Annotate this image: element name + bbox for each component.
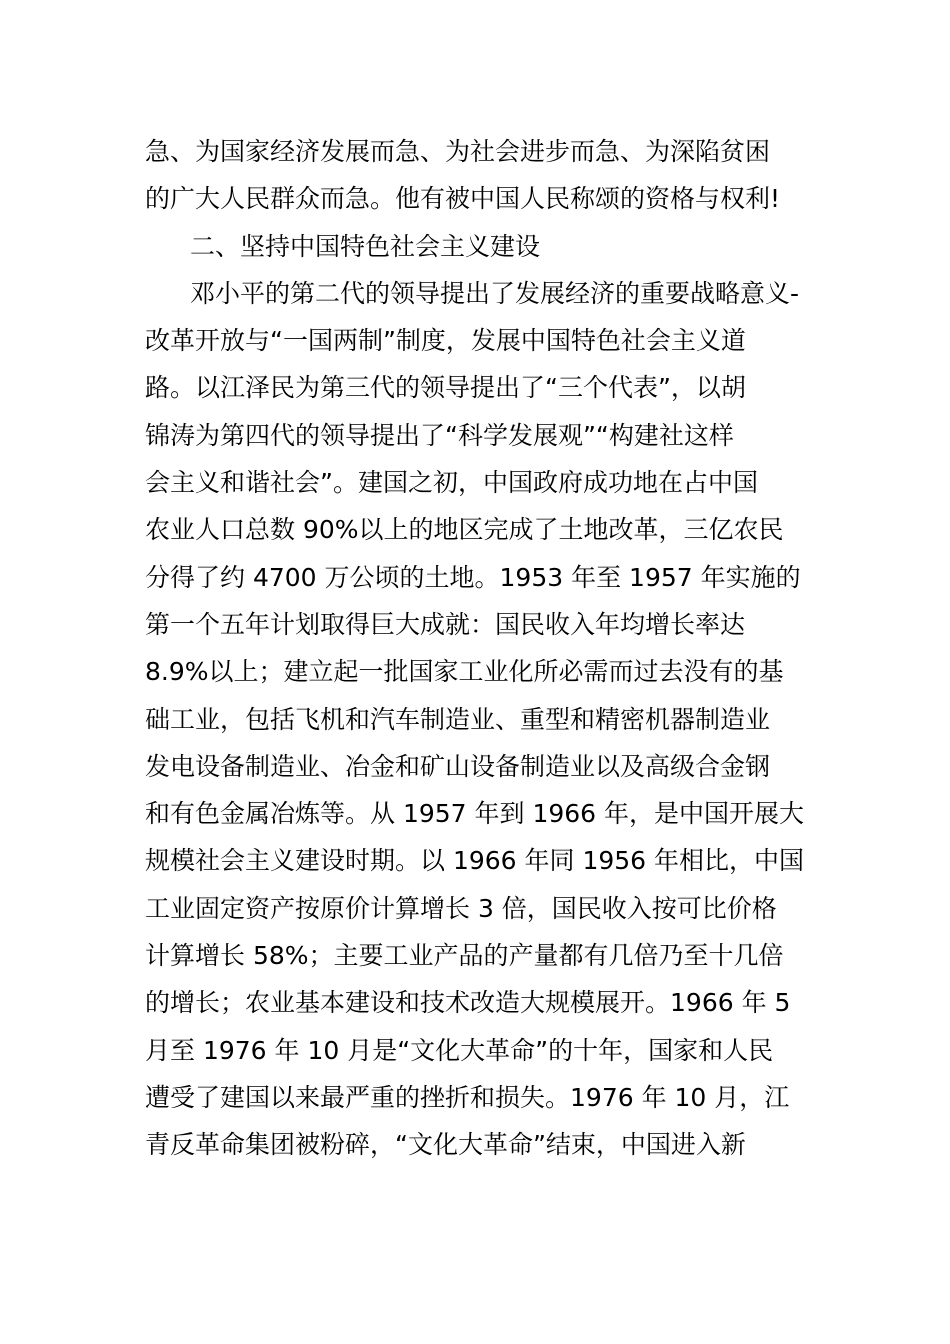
body-text	[145, 128, 810, 1169]
text-line: 的增长；农业基本建设和技术改造大规模展开。1966 年 5	[145, 988, 791, 1018]
text-line: 工业固定资产按原价计算增长 3 倍，国民收入按可比价格	[145, 893, 777, 923]
paragraph-first-line: 邓小平的第二代的领导提出了发展经济的重要战略意义-	[190, 278, 800, 308]
text-line: 路。以江泽民为第三代的领导提出了“三个代表”，以胡	[145, 373, 746, 403]
text-line: 农业人口总数 90%以上的地区完成了土地改革，三亿农民	[145, 515, 784, 545]
text-line: 青反革命集团被粉碎，“文化大革命”结束，中国进入新	[145, 1130, 746, 1160]
text-line: 分得了约 4700 万公顷的土地。1953 年至 1957 年实施的	[145, 562, 801, 592]
text-line: 会主义和谐社会”。建国之初，中国政府成功地在占中国	[145, 468, 758, 498]
text-line: 急、为国家经济发展而急、为社会进步而急、为深陷贫困	[145, 137, 771, 166]
text-line: 计算增长 58%；主要工业产品的产量都有几倍乃至十几倍	[145, 941, 784, 971]
text-line: 遭受了建国以来最严重的挫折和损失。1976 年 10 月，江	[145, 1082, 790, 1112]
text-line: 规模社会主义建设时期。以 1966 年同 1956 年相比，中国	[145, 846, 805, 876]
text-line: 月至 1976 年 10 月是“文化大革命”的十年，国家和人民	[145, 1035, 774, 1065]
text-line: 础工业，包括飞机和汽车制造业、重型和精密机器制造业	[145, 704, 771, 734]
text-line: 改革开放与“一国两制”制度，发展中国特色社会主义道	[145, 326, 746, 356]
text-line: 8.9%以上；建立起一批国家工业化所必需而过去没有的基	[145, 657, 784, 687]
text-line: 第一个五年计划取得巨大成就：国民收入年均增长率达	[145, 609, 746, 639]
section-heading: 二、坚持中国特色社会主义建设	[190, 231, 541, 261]
text-line: 发电设备制造业、冶金和矿山设备制造业以及高级合金钢	[145, 751, 771, 781]
text-line: 锦涛为第四代的领导提出了“科学发展观”“构建社这样	[145, 420, 734, 450]
text-line: 和有色金属冶炼等。从 1957 年到 1966 年，是中国开展大	[145, 799, 805, 829]
text-line: 的广大人民群众而急。他有被中国人民称颂的资格与权利!	[145, 184, 781, 214]
